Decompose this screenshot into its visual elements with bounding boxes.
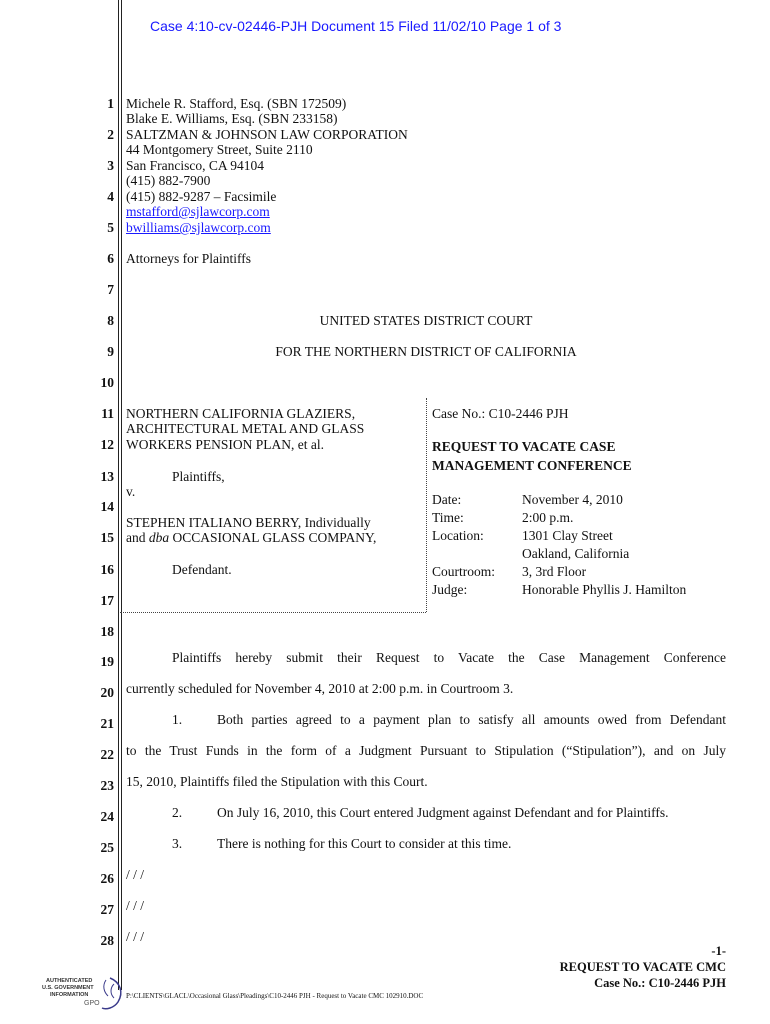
courtroom-label: Courtroom: [432,564,495,579]
footer-page-number: -1- [711,944,726,958]
paragraph-1: Both parties agreed to a payment plan to satisfy all amounts owed from Defendant [217,712,726,727]
footer-case-number: Case No.: C10-2446 PJH [594,976,726,990]
seal-text: AUTHENTICATED [46,978,93,984]
paragraph-1-cont: to the Trust Funds in the form of a Judgment Pursuant to Stipulation (“Stipulation”), and on July [126,743,726,758]
plaintiff-line: WORKERS PENSION PLAN, et al. [126,437,324,452]
email-link-williams[interactable]: bwilliams@sjlawcorp.com [126,220,271,235]
line-number: 5 [107,220,114,235]
seal-text: INFORMATION [50,992,89,998]
line-number: 13 [100,469,114,484]
paragraph-intro: Plaintiffs hereby submit their Request to Vacate the Case Management Conference [172,650,726,665]
location-value: 1301 Clay Street [522,528,613,543]
attorney-line: Blake E. Williams, Esq. (SBN 233158) [126,111,338,126]
seal-text: GPO [84,1000,100,1007]
paragraph-2: On July 16, 2010, this Court entered Judgment against Defendant and for Plaintiffs. [217,805,669,820]
judge-value: Honorable Phyllis J. Hamilton [522,582,687,597]
footer-file-path: P:\CLIENTS\GLACL\Occasional Glass\Pleadings\C10-2446 PJH - Request to Vacate CMC 102910.DOC [126,992,424,1000]
attorney-line: (415) 882-7900 [126,173,211,188]
item-number: 1. [172,712,183,727]
line-number: 17 [100,593,114,608]
line-number: 21 [100,716,114,731]
location-label: Location: [432,528,484,543]
defendant-line [126,530,376,546]
attorney-line: San Francisco, CA 94104 [126,158,264,173]
court-district: FOR THE NORTHERN DISTRICT OF CALIFORNIA [275,344,577,359]
courtroom-value: 3, 3rd Floor [522,564,587,579]
line-number: 20 [100,685,114,700]
line-number: 16 [100,562,114,577]
line-number: 2 [107,127,114,142]
line-number: 23 [100,778,114,793]
plaintiffs-label: Plaintiffs, [172,469,225,484]
line-number: 4 [107,189,114,204]
continuation-slashes: / / / [126,867,145,882]
line-number: 15 [100,530,114,545]
versus: v. [126,484,136,499]
attorney-line: Michele R. Stafford, Esq. (SBN 172509) [126,96,347,111]
line-number: 7 [107,282,114,297]
location-value: Oakland, California [522,546,630,561]
line-number: 10 [100,375,114,390]
seal-text: U.S. GOVERNMENT [42,985,94,991]
line-number: 1 [107,96,114,111]
attorney-line: 44 Montgomery Street, Suite 2110 [126,142,313,157]
paragraph-1-cont: 15, 2010, Plaintiffs filed the Stipulation with this Court. [126,774,428,789]
line-number: 9 [107,344,114,359]
email-link-stafford[interactable]: mstafford@sjlawcorp.com [126,204,270,219]
defendant-label: Defendant. [172,562,232,577]
line-number: 28 [100,933,114,948]
plaintiff-line: ARCHITECTURAL METAL AND GLASS [126,421,365,436]
time-value: 2:00 p.m. [522,510,574,525]
case-header: Case 4:10-cv-02446-PJH Document 15 Filed 11/02/10 Page 1 of 3 [150,18,562,34]
line-number: 11 [101,406,114,421]
margin-rule-left-outer [118,0,119,990]
item-number: 3. [172,836,183,851]
margin-rule-left-inner [121,0,122,990]
continuation-slashes: / / / [126,929,145,944]
time-label: Time: [432,510,464,525]
court-name: UNITED STATES DISTRICT COURT [319,313,533,328]
line-number: 24 [100,809,114,824]
defendant-line: STEPHEN ITALIANO BERRY, Individually [126,515,371,530]
line-number: 25 [100,840,114,855]
date-label: Date: [432,492,462,507]
gpo-authentication-seal [40,974,130,1014]
line-number: 18 [100,624,114,639]
line-number: 26 [100,871,114,886]
line-number: 12 [100,437,114,452]
paragraph-3: There is nothing for this Court to consider at this time. [217,836,512,851]
paragraph-intro-cont: currently scheduled for November 4, 2010 at 2:00 p.m. in Courtroom 3. [126,681,514,696]
attorney-line: SALTZMAN & JOHNSON LAW CORPORATION [126,127,408,142]
judge-label: Judge: [432,582,468,597]
defendant-and: and [126,530,149,545]
defendant-company: OCCASIONAL GLASS COMPANY, [169,530,377,545]
item-number: 2. [172,805,183,820]
date-value: November 4, 2010 [522,492,623,507]
line-number: 22 [100,747,114,762]
caption-divider-vertical [426,398,427,612]
line-number: 14 [100,499,114,514]
plaintiff-line: NORTHERN CALIFORNIA GLAZIERS, [126,406,356,421]
line-number: 3 [107,158,114,173]
line-number: 6 [107,251,114,266]
line-number: 27 [100,902,114,917]
attorneys-for: Attorneys for Plaintiffs [126,251,251,266]
line-number: 8 [107,313,114,328]
case-number: Case No.: C10-2446 PJH [432,406,569,421]
defendant-dba: dba [148,530,170,545]
document-title-line: MANAGEMENT CONFERENCE [432,458,632,473]
attorney-line: (415) 882-9287 – Facsimile [126,189,277,204]
caption-divider-horizontal [120,612,426,613]
footer-title: REQUEST TO VACATE CMC [559,960,726,974]
line-number: 19 [100,654,114,669]
continuation-slashes: / / / [126,898,145,913]
document-title-line: REQUEST TO VACATE CASE [432,439,616,454]
